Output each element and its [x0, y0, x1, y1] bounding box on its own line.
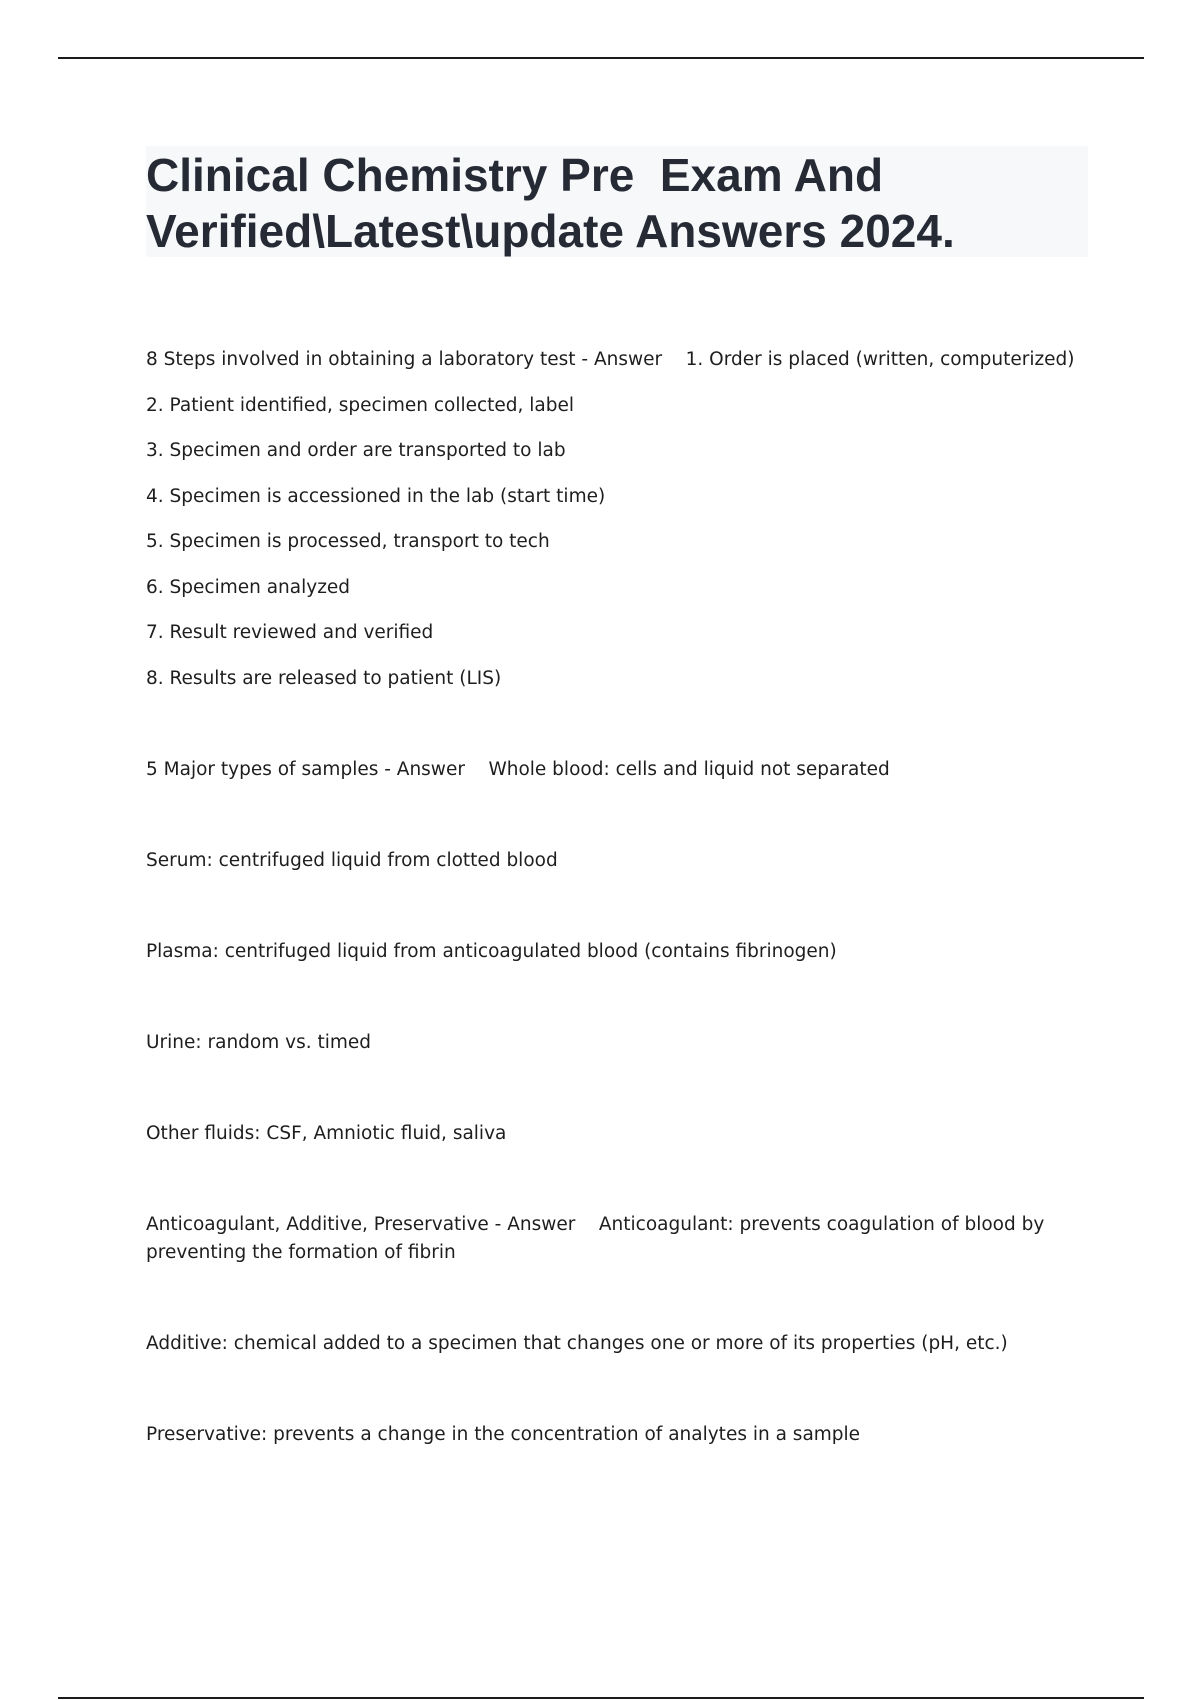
step-5: 5. Specimen is processed, transport to tech [146, 531, 550, 552]
sample-other-fluids: Other fluids: CSF, Amniotic fluid, saliva [146, 1123, 507, 1144]
sample-plasma: Plasma: centrifuged liquid from anticoagulated blood (contains fibrinogen) [146, 941, 837, 962]
title-line-2: Verified\Latest\update Answers 2024. [146, 205, 955, 257]
bottom-rule [58, 1697, 1144, 1699]
anticoagulant-question: Anticoagulant, Additive, Preservative - Answer Anticoagulant: prevents coagulation of blood by [146, 1214, 1045, 1235]
anticoagulant-continuation: preventing the formation of fibrin [146, 1242, 456, 1263]
steps-question: 8 Steps involved in obtaining a laboratory test - Answer 1. Order is placed (written, computerized) [146, 349, 1075, 370]
preservative-definition: Preservative: prevents a change in the concentration of analytes in a sample [146, 1424, 861, 1445]
sample-serum: Serum: centrifuged liquid from clotted blood [146, 850, 558, 871]
title-line-1: Clinical Chemistry Pre Exam And [146, 149, 884, 201]
sample-urine: Urine: random vs. timed [146, 1032, 372, 1053]
document-title [146, 147, 1106, 259]
step-7: 7. Result reviewed and verified [146, 622, 434, 643]
step-8: 8. Results are released to patient (LIS) [146, 668, 502, 689]
samples-question: 5 Major types of samples - Answer Whole blood: cells and liquid not separated [146, 759, 890, 780]
step-4: 4. Specimen is accessioned in the lab (start time) [146, 486, 606, 507]
additive-definition: Additive: chemical added to a specimen that changes one or more of its properties (pH, etc.) [146, 1333, 1008, 1354]
step-2: 2. Patient identified, specimen collected, label [146, 395, 575, 416]
step-3: 3. Specimen and order are transported to lab [146, 440, 566, 461]
top-rule [58, 57, 1144, 59]
step-6: 6. Specimen analyzed [146, 577, 351, 598]
